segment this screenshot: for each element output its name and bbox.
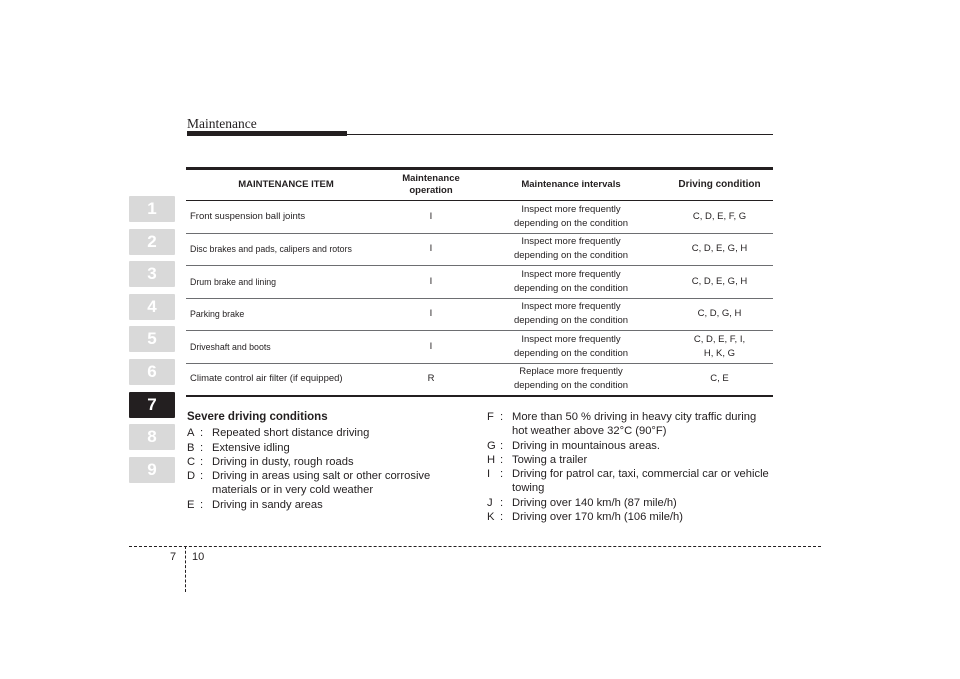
interval-line2: depending on the condition xyxy=(513,250,629,262)
condition-letter: J xyxy=(487,496,493,509)
header-accent-bar xyxy=(187,131,347,136)
row-operation: I xyxy=(386,298,476,331)
chapter-tab-4[interactable]: 4 xyxy=(129,294,175,320)
row-operation: I xyxy=(386,201,476,234)
condition-line1: C, D, E, F, I, xyxy=(693,333,746,345)
header-maintenance-operation xyxy=(386,169,476,201)
header-operation-line2: operation xyxy=(409,185,453,196)
chapter-tab-2[interactable]: 2 xyxy=(129,229,175,255)
condition-letter: D xyxy=(187,470,196,483)
condition-text: Driving in dusty, rough roads xyxy=(212,455,354,468)
row-operation: I xyxy=(386,331,476,364)
row-interval xyxy=(476,331,666,364)
row-operation: R xyxy=(386,363,476,396)
table-header-row xyxy=(186,169,773,201)
condition-text: More than 50 % driving in heavy city traffic during hot weather above 32°C (90°F) xyxy=(512,411,757,438)
row-condition xyxy=(666,201,773,234)
header-maintenance-item: MAINTENANCE ITEM xyxy=(186,169,386,201)
interval-line1: Inspect more frequently xyxy=(521,268,621,280)
interval-line1: Inspect more frequently xyxy=(521,333,621,345)
condition-text: Driving in mountainous areas. xyxy=(512,439,660,452)
condition-k: K : Driving over 170 km/h (106 mile/h) xyxy=(487,510,773,524)
chapter-tab-1[interactable]: 1 xyxy=(129,196,175,222)
condition-g: G : Driving in mountainous areas. xyxy=(487,439,773,453)
row-condition xyxy=(666,266,773,299)
row-item: Drum brake and lining xyxy=(186,266,386,299)
condition-text: Driving in areas using salt or other corrosive materials or in very cold weather xyxy=(212,470,431,497)
severe-conditions-right xyxy=(487,410,773,524)
row-item: Disc brakes and pads, calipers and rotors xyxy=(186,233,386,266)
condition-line1: C, D, G, H xyxy=(697,308,742,320)
header-rule xyxy=(347,134,773,135)
condition-text: Driving in sandy areas xyxy=(212,498,323,511)
table-row xyxy=(186,363,773,396)
chapter-tab-9[interactable]: 9 xyxy=(129,457,175,483)
condition-f: F : More than 50 % driving in heavy city traffic during hot weather above 32°C (90°F) xyxy=(487,410,773,439)
condition-text: Driving over 170 km/h (106 mile/h) xyxy=(512,511,683,524)
interval-line1: Inspect more frequently xyxy=(521,203,621,215)
row-interval xyxy=(476,233,666,266)
condition-i: I : Driving for patrol car, taxi, commercial car or vehicle towing xyxy=(487,467,773,496)
table-row xyxy=(186,201,773,234)
row-interval xyxy=(476,298,666,331)
condition-e: E : Driving in sandy areas xyxy=(187,498,462,512)
condition-j: J : Driving over 140 km/h (87 mile/h) xyxy=(487,496,773,510)
header-operation-line1: Maintenance xyxy=(402,173,460,184)
chapter-tab-3[interactable]: 3 xyxy=(129,261,175,287)
interval-line2: depending on the condition xyxy=(513,315,629,327)
row-operation: I xyxy=(386,233,476,266)
chapter-tab-6[interactable]: 6 xyxy=(129,359,175,385)
interval-line2: depending on the condition xyxy=(513,347,629,359)
row-operation: I xyxy=(386,266,476,299)
condition-letter: I xyxy=(487,468,491,481)
page-header-title: Maintenance xyxy=(187,116,257,131)
interval-line2: depending on the condition xyxy=(513,380,629,392)
row-interval xyxy=(476,363,666,396)
interval-line1: Inspect more frequently xyxy=(521,236,621,248)
chapter-tabs xyxy=(129,196,175,489)
condition-line1: C, D, E, G, H xyxy=(691,243,748,255)
row-item: Driveshaft and boots xyxy=(186,331,386,364)
condition-text: Driving over 140 km/h (87 mile/h) xyxy=(512,496,677,509)
table-row xyxy=(186,233,773,266)
row-interval xyxy=(476,201,666,234)
condition-d: D : Driving in areas using salt or other corrosive materials or in very cold weather xyxy=(187,469,462,498)
interval-line2: depending on the condition xyxy=(513,282,629,294)
row-interval xyxy=(476,266,666,299)
condition-letter: A xyxy=(187,427,195,440)
condition-line1: C, D, E, F, G xyxy=(692,210,747,222)
table-row xyxy=(186,331,773,364)
condition-text: Driving for patrol car, taxi, commercial car or vehicle towing xyxy=(512,468,769,495)
condition-text: Extensive idling xyxy=(212,441,290,454)
footer-vertical-dashed-rule xyxy=(185,546,186,592)
row-condition xyxy=(666,233,773,266)
condition-h: H : Towing a trailer xyxy=(487,453,773,467)
condition-letter: B xyxy=(187,441,195,454)
header-maintenance-intervals: Maintenance intervals xyxy=(476,169,666,201)
interval-line2: depending on the condition xyxy=(513,217,629,229)
footer-chapter-number: 7 xyxy=(170,551,177,563)
condition-letter: K xyxy=(487,511,495,524)
row-item: Climate control air filter (if equipped) xyxy=(186,363,386,396)
condition-a: A : Repeated short distance driving xyxy=(187,426,462,440)
header-driving-condition: Driving condition xyxy=(666,169,773,201)
chapter-tab-7[interactable]: 7 xyxy=(129,392,175,418)
condition-letter: C xyxy=(187,455,196,468)
interval-line1: Inspect more frequently xyxy=(521,301,621,313)
row-condition xyxy=(666,298,773,331)
condition-letter: G xyxy=(487,439,496,452)
footer-dashed-rule xyxy=(129,546,821,547)
condition-line1: C, D, E, G, H xyxy=(691,275,748,287)
condition-text: Repeated short distance driving xyxy=(212,427,370,440)
condition-line2: H, K, G xyxy=(703,347,736,359)
condition-b: B : Extensive idling xyxy=(187,441,462,455)
condition-letter: F xyxy=(487,411,494,423)
interval-line1: Replace more frequently xyxy=(519,366,623,378)
severe-conditions-heading: Severe driving conditions xyxy=(187,411,328,423)
row-item: Parking brake xyxy=(186,298,386,331)
footer-page-number: 10 xyxy=(192,551,205,563)
row-condition xyxy=(666,331,773,364)
table-row xyxy=(186,266,773,299)
chapter-tab-5[interactable]: 5 xyxy=(129,326,175,352)
row-item: Front suspension ball joints xyxy=(186,201,386,234)
chapter-tab-8[interactable]: 8 xyxy=(129,424,175,450)
table-row xyxy=(186,298,773,331)
severe-conditions-left xyxy=(187,410,462,512)
maintenance-table xyxy=(186,167,773,397)
row-condition xyxy=(666,363,773,396)
condition-text: Towing a trailer xyxy=(512,453,588,466)
condition-letter: E xyxy=(187,498,195,511)
condition-letter: H xyxy=(487,453,496,466)
condition-c: C : Driving in dusty, rough roads xyxy=(187,455,462,469)
condition-line1: C, E xyxy=(710,373,729,385)
